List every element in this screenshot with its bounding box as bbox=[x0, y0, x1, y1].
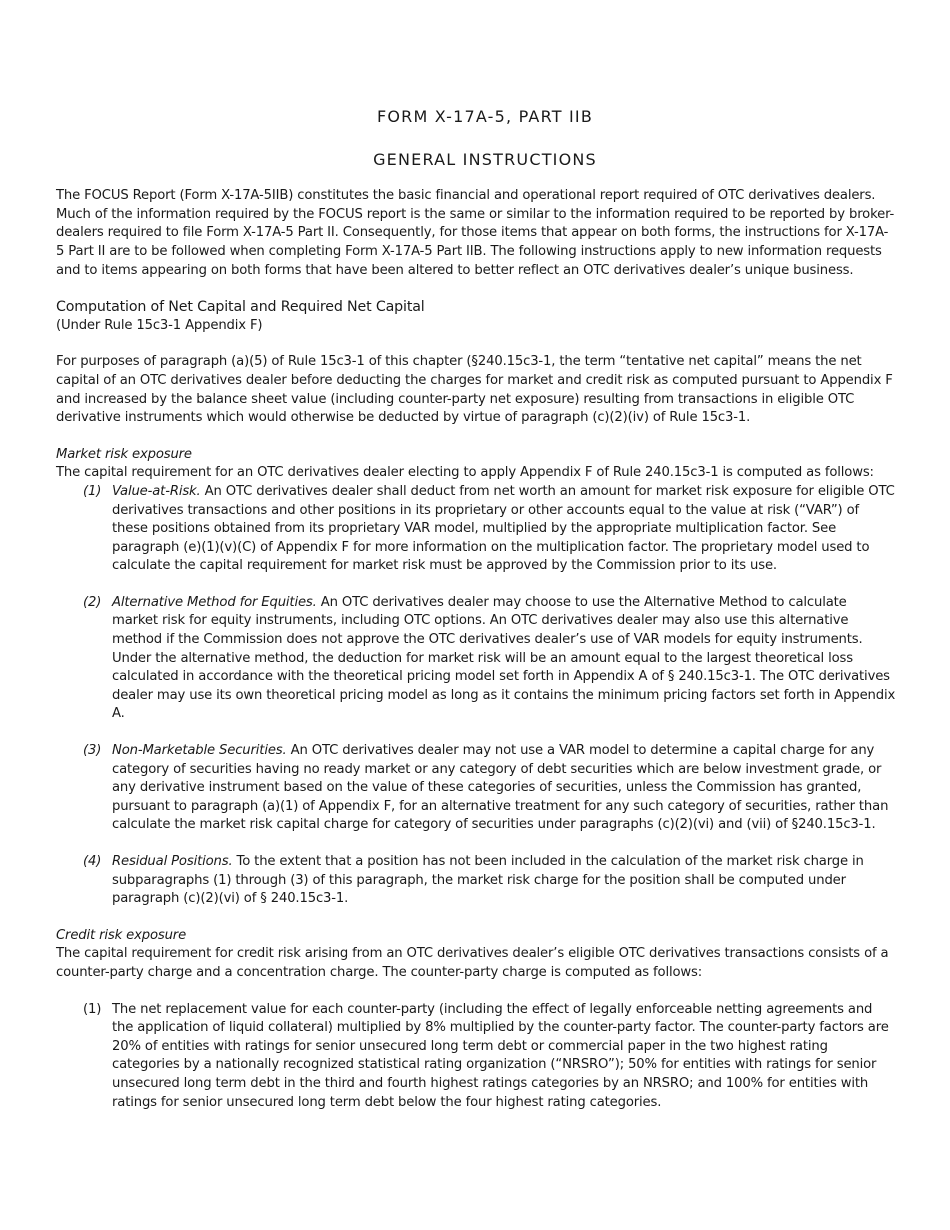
computation-section-subtitle: (Under Rule 15c3-1 Appendix F) bbox=[56, 317, 263, 333]
form-title: FORM X-17A-5, PART IIB bbox=[376, 107, 594, 126]
credit-risk-intro: The capital requirement for credit risk arising from an OTC derivatives dealer’s eligible OTC derivatives transactions consists of a counter-party charge and a concentration charge. The counter-party charge is computed as follows: bbox=[56, 946, 889, 980]
credit-risk-list bbox=[56, 1001, 896, 1113]
item-text: An OTC derivatives dealer shall deduct from net worth an amount for market risk exposure for eligible OTC derivatives transactions and other positions in its proprietary or other accounts equal to the value at risk (“VAR”) of these positions obtained from its proprietary VAR model, multiplied by the appropriate multiplication factor. See paragraph (e)(1)(v)(C) of Appendix F for more information on the multiplication factor. The proprietary model used to calculate the capital requirement for market risk must be approved by the Commission prior to its use. bbox=[112, 483, 895, 574]
item-number: (2) bbox=[83, 594, 102, 610]
list-item bbox=[56, 483, 896, 576]
general-instructions-heading: GENERAL INSTRUCTIONS bbox=[373, 149, 597, 169]
credit-risk-label: Credit risk exposure bbox=[56, 927, 187, 943]
item-title: Value-at-Risk. bbox=[112, 483, 201, 499]
item-title: Alternative Method for Equities. bbox=[112, 594, 317, 610]
item-number: (1) bbox=[83, 1001, 102, 1017]
item-title: Residual Positions. bbox=[112, 854, 233, 869]
document-page bbox=[56, 108, 896, 1130]
list-item bbox=[56, 594, 896, 724]
list-item bbox=[56, 853, 896, 909]
item-text: The net replacement value for each counter-party (including the effect of legally enforceable netting agreements and the application of liquid collateral) multiplied by 8% multiplied by the counter-party factor. The counter-party factors are 20% of entities with ratings for senior unsecured long term debt or commercial paper in the two highest rating categories by a nationally recognized statistical rating organization (“NRSRO”); 50% for entities with ratings for senior unsecured long term debt in the third and fourth highest ratings categories by an NRSRO; and 100% for entities with ratings for senior unsecured long term debt below the four highest rating categories. bbox=[112, 1001, 889, 1110]
computation-section-title: Computation of Net Capital and Required Net Capital bbox=[56, 299, 425, 316]
list-item bbox=[56, 1001, 896, 1113]
item-text: An OTC derivatives dealer may choose to use the Alternative Method to calculate market risk for equity instruments, including OTC options. An OTC derivatives dealer may also use this alternative method if the Commission does not approve the OTC derivatives dealer’s use of VAR models for equity instruments. Under the alternative method, the deduction for market risk will be an amount equal to the largest theoretical loss calculated in accordance with the theoretical pricing model set forth in Appendix A of § 240.15c3-1. The OTC derivatives dealer may use its own theoretical pricing model as long as it contains the minimum pricing factors set forth in Appendix A. bbox=[112, 594, 896, 722]
item-text: An OTC derivatives dealer may not use a VAR model to determine a capital charge for any category of securities having no ready market or any category of debt securities which are below investment grade, or any derivative instrument based on the value of these categories of securities, unless the Commission has granted, pursuant to paragraph (a)(1) of Appendix F, for an alternative treatment for any such category of securities, rather than calculate the market risk capital charge for category of securities under paragraphs (c)(2)(vi) and (vii) of §240.15c3-1. bbox=[112, 743, 889, 833]
market-risk-label: Market risk exposure bbox=[56, 446, 192, 462]
market-risk-list bbox=[56, 483, 896, 909]
item-title: Non-Marketable Securities. bbox=[112, 743, 287, 759]
item-number: (4) bbox=[83, 854, 102, 869]
market-risk-intro: The capital requirement for an OTC derivatives dealer electing to apply Appendix F of Rule 240.15c3-1 is computed as follows: bbox=[56, 465, 874, 481]
item-number: (3) bbox=[83, 743, 102, 759]
item-text: To the extent that a position has not been included in the calculation of the market risk charge in subparagraphs (1) through (3) of this paragraph, the market risk charge for the position shall be computed under paragraph (c)(2)(vi) of § 240.15c3-1. bbox=[112, 854, 864, 907]
computation-paragraph: For purposes of paragraph (a)(5) of Rule 15c3-1 of this chapter (§240.15c3-1, the term “tentative net capital” means the net capital of an OTC derivatives dealer before deducting the charges for market and credit risk as computed pursuant to Appendix F and increased by the balance sheet value (including counter-party net exposure) resulting from transactions in eligible OTC derivative instruments which would otherwise be deducted by virtue of paragraph (c)(2)(iv) of Rule 15c3-1. bbox=[56, 354, 893, 426]
intro-paragraph: The FOCUS Report (Form X-17A-5IIB) constitutes the basic financial and operational report required of OTC derivatives dealers. Much of the information required by the FOCUS report is the same or similar to the information required to be reported by broker-dealers required to file Form X-17A-5 Part II. Consequently, for those items that appear on both forms, the instructions for X-17A-5 Part II are to be followed when completing Form X-17A-5 Part IIB. The following instructions apply to new information requests and to items appearing on both forms that have been altered to better reflect an OTC derivatives dealer’s unique business. bbox=[56, 188, 895, 278]
list-item bbox=[56, 742, 896, 835]
item-number: (1) bbox=[83, 483, 102, 499]
